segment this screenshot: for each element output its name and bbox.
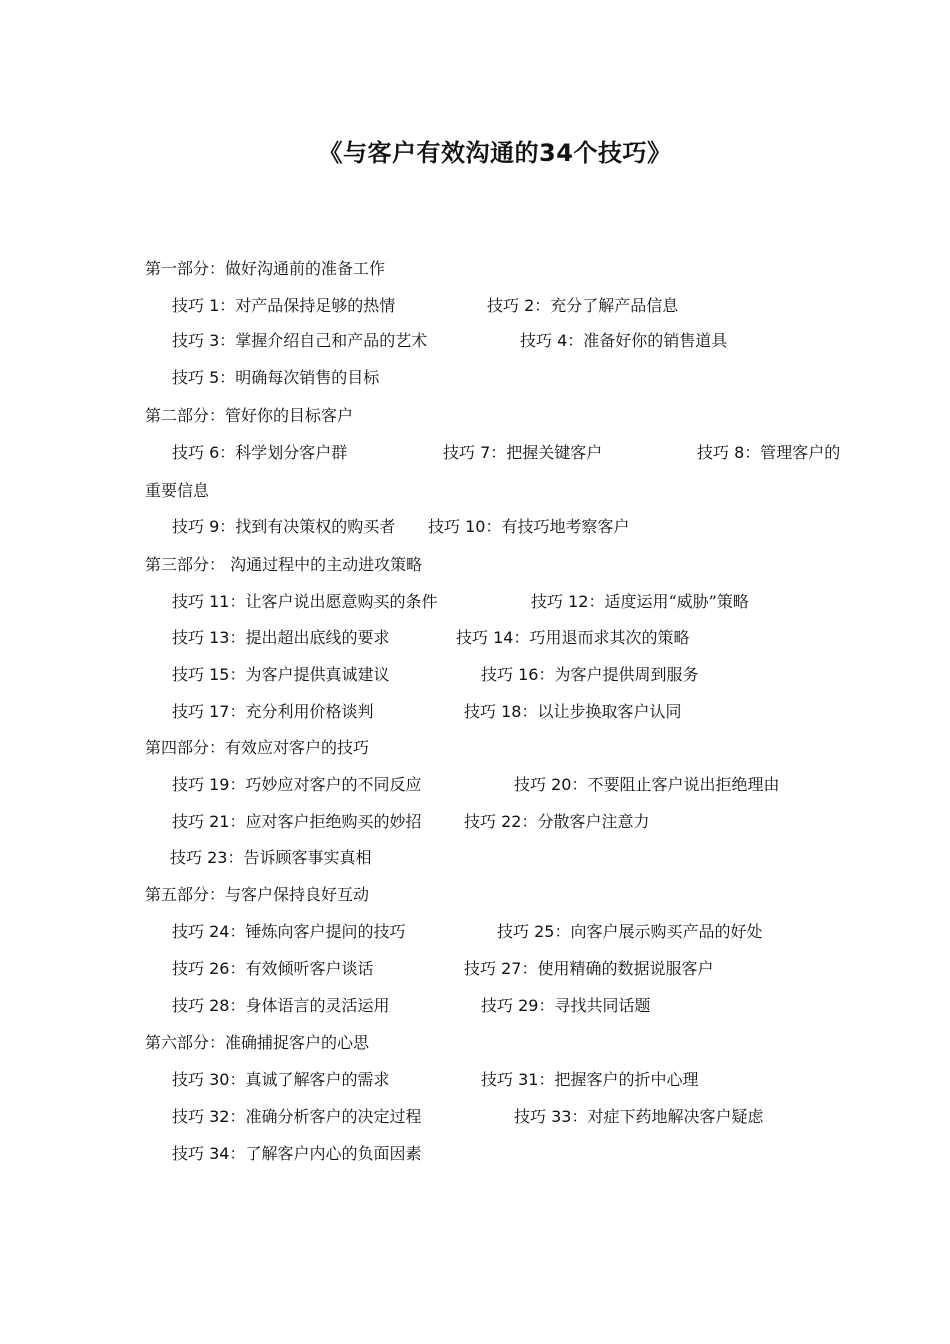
tip-14: 技巧 14：巧用退而求其次的策略	[456, 628, 690, 647]
tip-29: 技巧 29：寻找共同话题	[481, 996, 651, 1015]
tip-20: 技巧 20：不要阻止客户说出拒绝理由	[514, 775, 780, 794]
tip-6: 技巧 6：科学划分客户群	[172, 443, 348, 462]
tip-4: 技巧 4：准备好你的销售道具	[520, 331, 728, 350]
tip-9: 技巧 9：找到有决策权的购买者	[172, 517, 396, 536]
tip-17: 技巧 17：充分利用价格谈判	[172, 702, 374, 721]
tip-19: 技巧 19：巧妙应对客户的不同反应	[172, 775, 422, 794]
document-title: 《与客户有效沟通的34个技巧》	[318, 139, 672, 167]
tip-21: 技巧 21：应对客户拒绝购买的妙招	[172, 812, 422, 831]
tip-13: 技巧 13：提出超出底线的要求	[172, 628, 390, 647]
tip-5: 技巧 5：明确每次销售的目标	[172, 368, 380, 387]
tip-27: 技巧 27：使用精确的数据说服客户	[464, 959, 714, 978]
tip-24: 技巧 24：锤炼向客户提问的技巧	[172, 922, 406, 941]
tip-22: 技巧 22：分散客户注意力	[464, 812, 650, 831]
section-heading-1: 第一部分：做好沟通前的准备工作	[145, 259, 386, 278]
section-heading-2: 第二部分：管好你的目标客户	[145, 406, 354, 425]
tip-11: 技巧 11：让客户说出愿意购买的条件	[172, 592, 438, 611]
tip-8-continuation: 重要信息	[145, 481, 210, 500]
tip-25: 技巧 25：向客户展示购买产品的好处	[497, 922, 763, 941]
tip-30: 技巧 30：真诚了解客户的需求	[172, 1070, 390, 1089]
tip-16: 技巧 16：为客户提供周到服务	[481, 665, 699, 684]
section-heading-5: 第五部分：与客户保持良好互动	[145, 885, 370, 904]
tip-26: 技巧 26：有效倾听客户谈话	[172, 959, 374, 978]
tip-10: 技巧 10：有技巧地考察客户	[428, 517, 630, 536]
tip-32: 技巧 32：准确分析客户的决定过程	[172, 1107, 422, 1126]
tip-28: 技巧 28：身体语言的灵活运用	[172, 996, 390, 1015]
section-heading-6: 第六部分：准确捕捉客户的心思	[145, 1033, 370, 1052]
section-heading-3: 第三部分： 沟通过程中的主动进攻策略	[145, 555, 423, 574]
tip-2: 技巧 2：充分了解产品信息	[487, 296, 679, 315]
section-heading-4: 第四部分：有效应对客户的技巧	[145, 738, 370, 757]
tip-15: 技巧 15：为客户提供真诚建议	[172, 665, 390, 684]
tip-12: 技巧 12：适度运用“威胁”策略	[531, 592, 749, 611]
tip-33: 技巧 33：对症下药地解决客户疑虑	[514, 1107, 764, 1126]
tip-31: 技巧 31：把握客户的折中心理	[481, 1070, 699, 1089]
tip-23: 技巧 23：告诉顾客事实真相	[170, 848, 372, 867]
tip-7: 技巧 7：把握关键客户	[443, 443, 603, 462]
tip-1: 技巧 1：对产品保持足够的热情	[172, 296, 396, 315]
tip-8: 技巧 8：管理客户的	[697, 443, 841, 462]
tip-34: 技巧 34：了解客户内心的负面因素	[172, 1144, 422, 1163]
tip-3: 技巧 3：掌握介绍自己和产品的艺术	[172, 331, 428, 350]
tip-18: 技巧 18：以让步换取客户认同	[464, 702, 682, 721]
